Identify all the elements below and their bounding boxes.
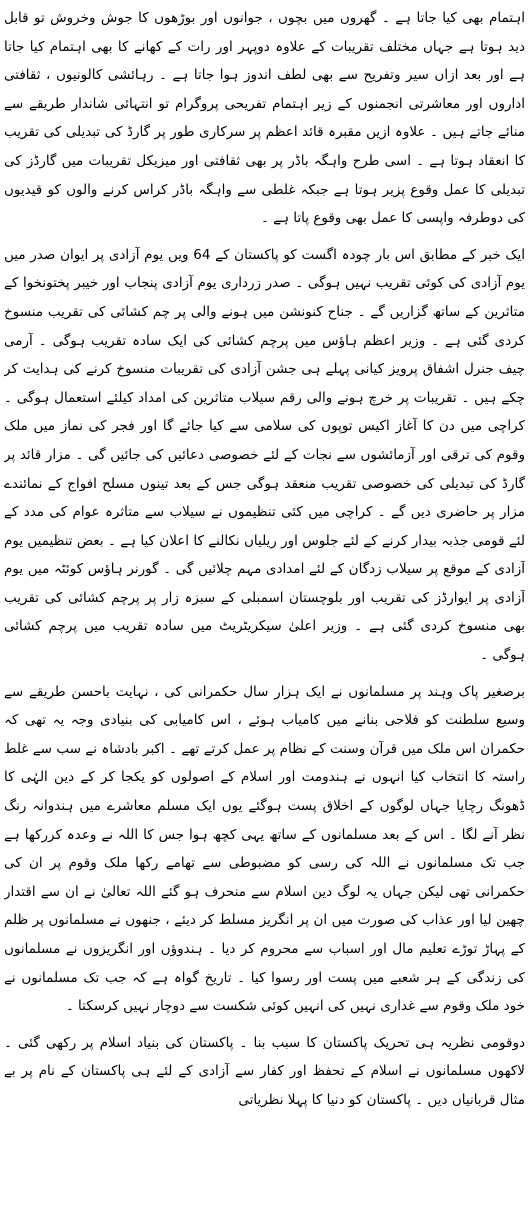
paragraph: دوقومی نظریہ ہی تحریک پاکستان کا سبب بنا ۔ پاکستان کی بنیاد اسلام پر رکھی گئی ۔ لاکھوں مسلمانوں نے اسلام کے تحفظ اور کفار سے آزادی کے لئے ہی پاکستان کے نام پر بے مثال قربانیاں دیں ۔ پاکستان کو دنیا کا پہلا نظریاتی (4, 1034, 525, 1108)
article-page (4, 4, 525, 1205)
paragraph: اہتمام بھی کیا جاتا ہے ۔ گھروں میں بچوں ، جوانوں اور بوڑھوں کا جوش وخروش تو قابل دید ہوتا ہے جہاں مختلف تقریبات کے علاوہ دوپہر اور رات کے کھانے کا بھی اہتمام کیا جاتا ہے اور بعد ازاں سیر وتفریح سے بھی لطف اندوز ہوا جاتا ہے ۔ رہائشی کالونیوں ، ثقافتی اداروں اور معاشرتی انجمنوں کے زیر اہتمام تفریحی پروگرام تو انتہائی شاندار طریقے سے منائے جاتے ہیں ۔ علاوہ ازیں مقبرہ قائد اعظم پر سرکاری طور پر گارڈ کی تبدیلی کی تقریب کا انعقاد ہوتا ہے ۔ اسی طرح واہگہ باڈر پر بھی ثقافتی اور میزیکل تقریبات میں گارڈز کی تبدیلی کا عمل وقوع پزیر ہوتا ہے جبکہ غلطی سے واہگہ باڈر کراس کرنے والوں کو قیدیوں کی دوطرفہ واپسی کا عمل بھی وقوع پاتا ہے ۔ (4, 10, 525, 227)
paragraph: ایک خبر کے مطابق اس بار چودہ اگست کو پاکستان کے 64 ویں یوم آزادی پر ایوان صدر میں یوم آزادی کی کوئی تقریب نہیں ہوگی ۔ صدر زرداری یوم آزادی پنجاب اور خیبر پختونخوا کے متاثرین کے ساتھ گزاریں گے ۔ جناح کنونشن میں ہونے والی پر چم کشائی کی تقریب منسوخ کردی گئی ہے ۔ وزیر اعظم ہاؤس میں پرچم کشائی کی ایک سادہ تقریب ہوگی ۔ آرمی چیف جنرل اشفاق پرویز کیانی پہلے ہی جشن آزادی کی تقریبات منسوخ کرنے کی ہدایت کر چکے ہیں ۔ تقریبات پر خرچ ہونے والی رقم سیلاب متاثرین کی امداد کیلئے استعمال ہوگی ۔ کراچی میں دن کا آغاز اکیس توپوں کی سلامی سے کیا جائے گا اور فجر کی نماز میں ملک وقوم کی ترقی اور آزمائشوں سے نجات کے لئے خصوصی دعائیں کی جائیں گی ۔ مزار قائد پر گارڈ کی تبدیلی کی خصوصی تقریب منعقد ہوگی جس کے بعد تینوں مسلح افواج کے نمائندے مزار پر حاضری دیں گے ۔ کراچی میں کئی تنظیموں نے سیلاب سے متاثرہ عوام کی مدد کے لئے قومی جذبہ بیدار کرنے کے لئے جلوس اور ریلیاں نکالنے کا اعلان کیا ہے ۔ بعض تنظیمیں یوم آزادی کے موقع پر سیلاب زدگان کے لئے امدادی مہم چلائیں گی ۔ گورنر ہاؤس کوئٹہ میں یوم آزادی پر ایوارڈز کی تقریب اور بلوچستان اسمبلی کے سبزہ زار پر پرچم کشائی کی تقریب بھی منسوخ کردی گئی ہے ۔ وزیر اعلیٰ سیکریٹریٹ میں سادہ تقریب میں پرچم کشائی ہوگی ۔ (4, 246, 525, 664)
paragraph: برصغیر پاک وہند پر مسلمانوں نے ایک ہزار سال حکمرانی کی ، نہایت باحسن طریقے سے وسیع سلطنت کو فلاحی بنانے میں کامیاب ہوئے ، اس کامیابی کی بنیادی وجہ یہ تھی کہ حکمران اس ملک میں قرآن وسنت کے نظام پر عمل کرتے تھے ۔ اکبر بادشاہ نے سب سے غلط راستہ کا انتخاب کیا انہوں نے ہندومت اور اسلام کے اصولوں کو یکجا کر کے دین الہٰی کا ڈھونگ رچایا جہاں لوگوں کے اخلاق پست ہوگئے یوں ایک مسلم معاشرے میں ہندوانہ رنگ نظر آنے لگا ۔ اس کے بعد مسلمانوں کے ساتھ یہی کچھ ہوا جس کا اللہ نے وعدہ کررکھا ہے جب تک مسلمانوں نے اللہ کی رسی کو مضبوطی سے تھامے رکھا ملک وقوم پر ان کی حکمرانی تھی لیکن جہاں یہ لوگ دین اسلام سے منحرف ہو گئے اللہ تعالیٰ نے ان سے اقتدار چھین لیا اور عذاب کی صورت میں ان پر انگریز مسلط کر دیئے ، جنھوں نے مسلمانوں پر ظلم کے پہاڑ توڑے تعلیم مال اور اسباب سے محروم کر دیا ۔ ہندوؤں اور انگریزوں نے مسلمانوں کی زندگی کے ہر شعبے میں پست اور رسوا کیا ۔ تاریخ گواہ ہے کہ جب تک مسلمانوں نے خود ملک وقوم سے غداری نہیں کی انہیں کوئی شکست سے دوچار نہیں کرسکتا ۔ (4, 683, 525, 1015)
